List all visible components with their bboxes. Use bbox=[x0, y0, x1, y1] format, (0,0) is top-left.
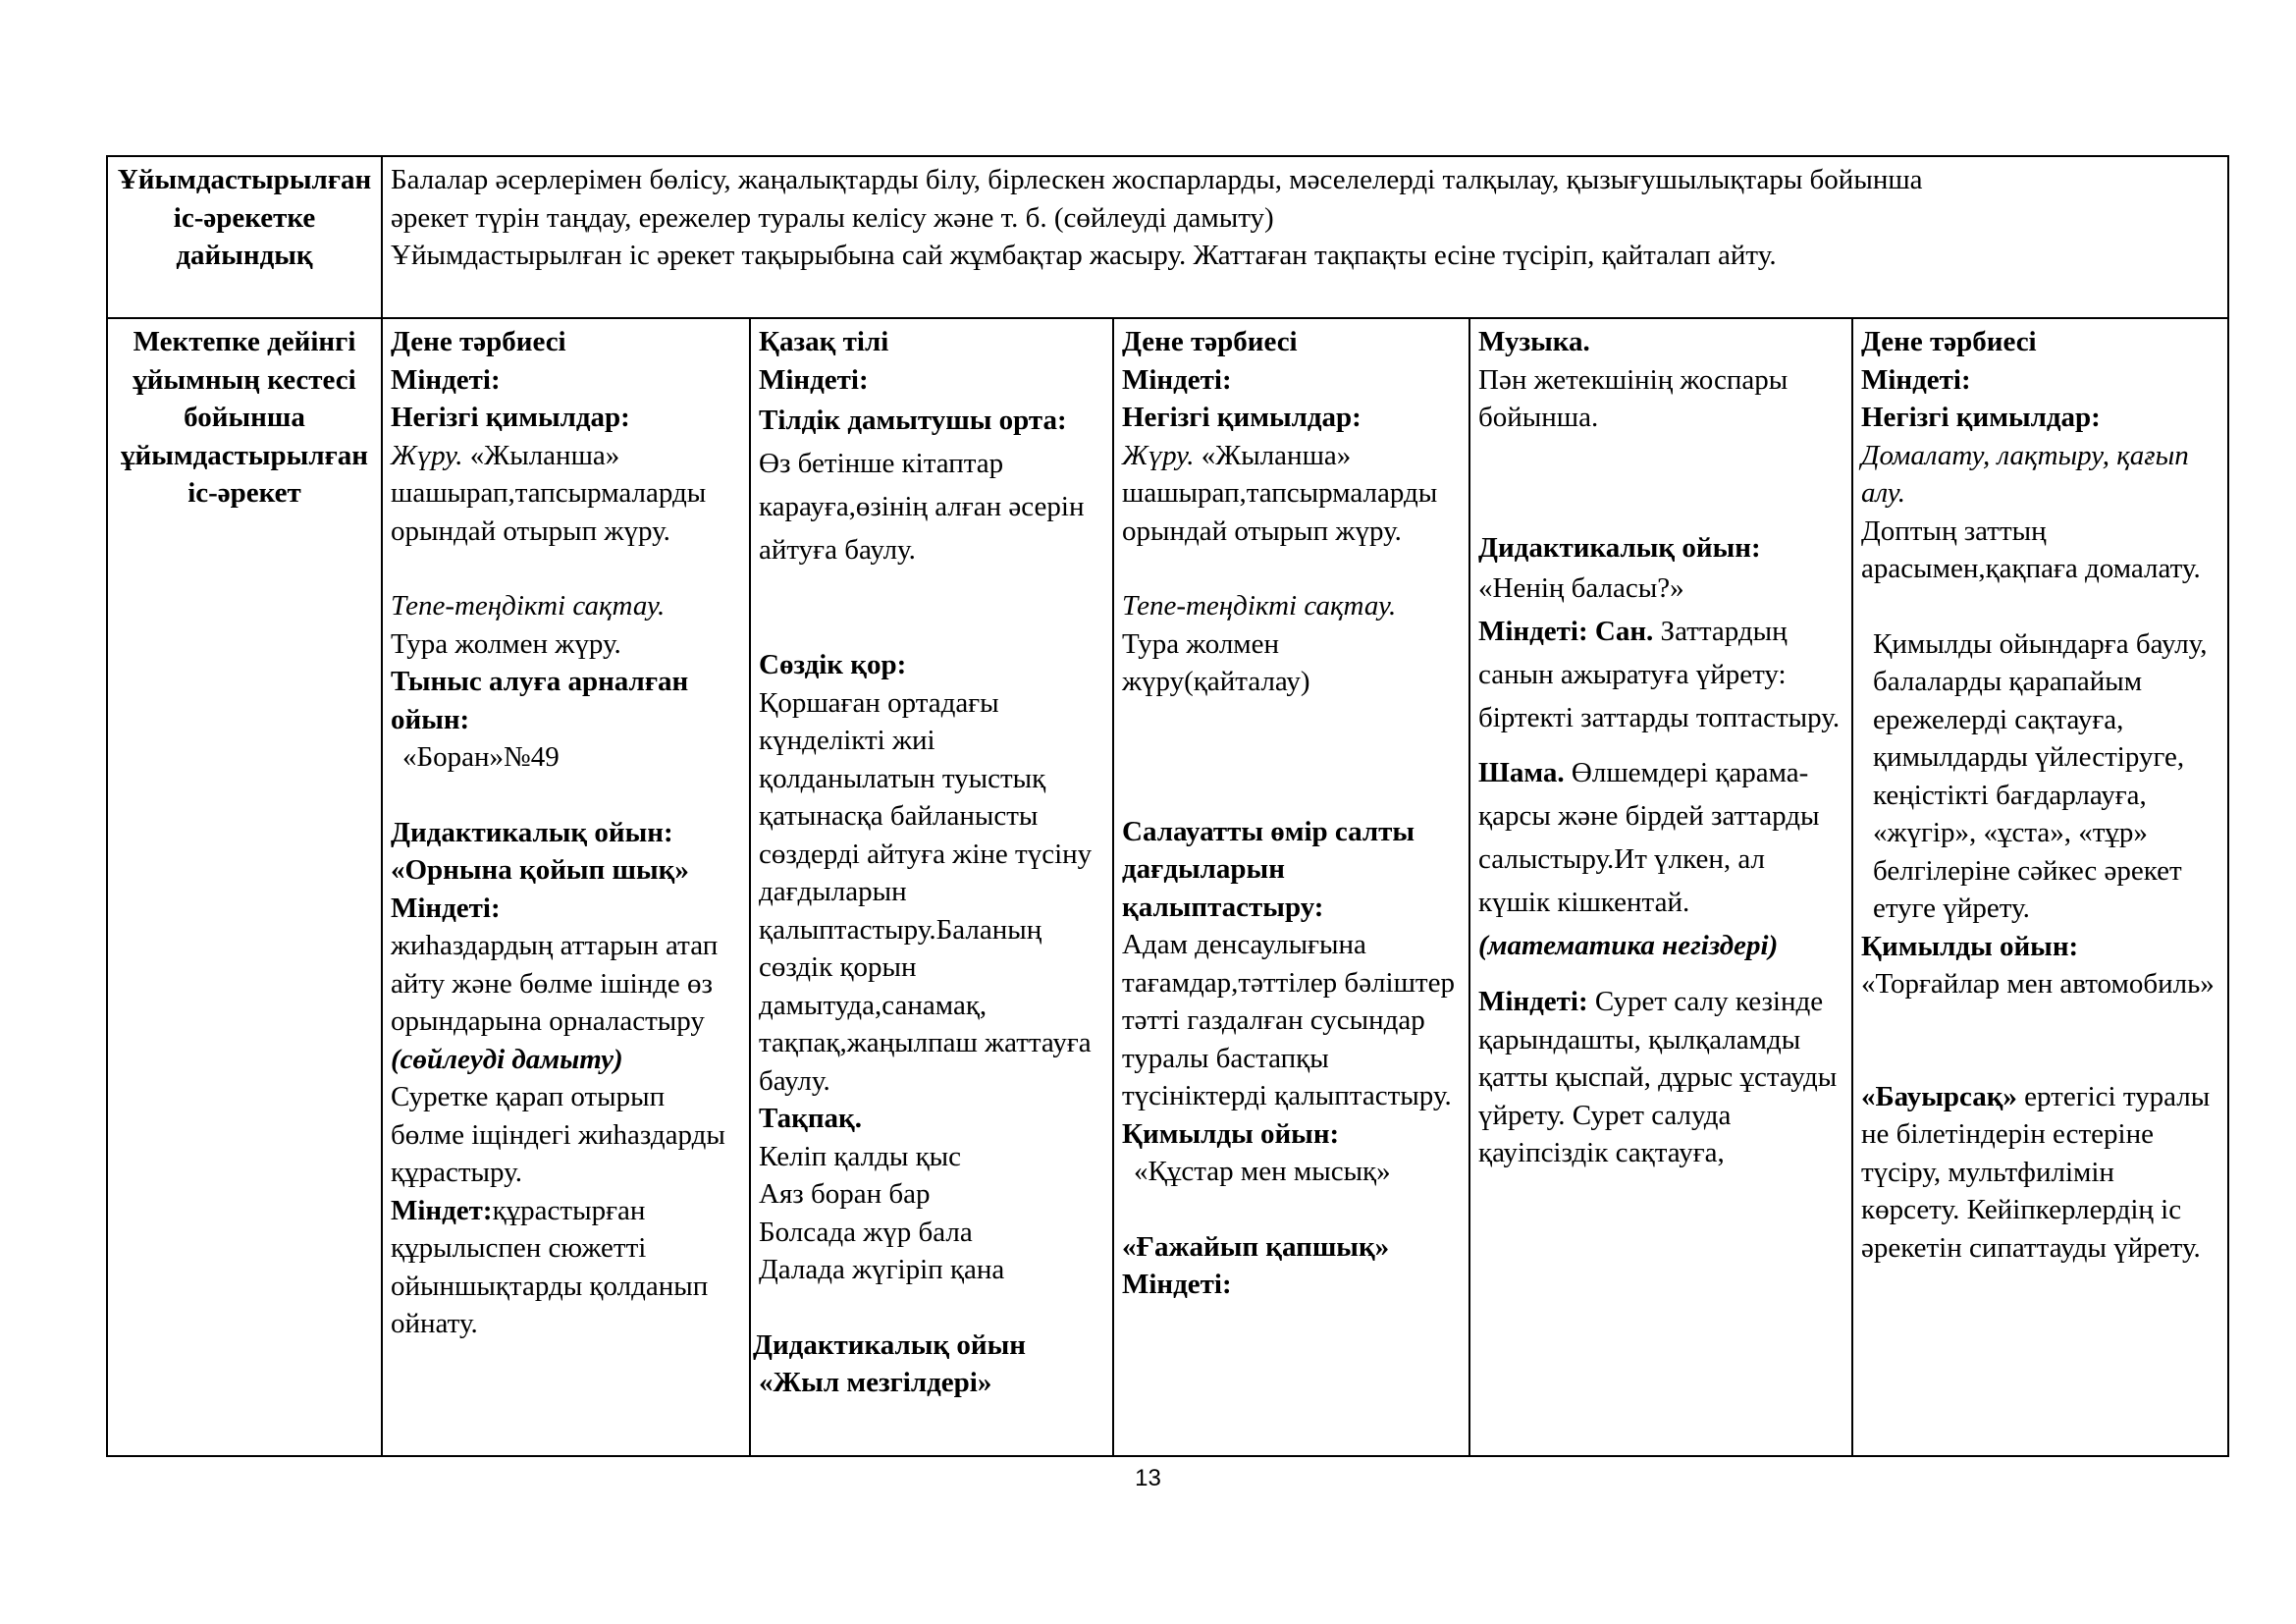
schedule-row bbox=[107, 318, 2228, 1456]
prep-content bbox=[382, 156, 2228, 318]
page-number: 13 bbox=[1135, 1465, 1161, 1491]
col5-game: «Торғайлар мен автомобиль» bbox=[1861, 968, 2215, 1000]
prep-line-3: Ұйымдастырылған іс әрекет тақырыбына сай жұмбақтар жасыру. Жаттаған тақпақты есіне түсіріп, қайталап айту. bbox=[391, 240, 1777, 271]
col1-task2: Міндеті: bbox=[391, 892, 501, 924]
col2-env bbox=[759, 399, 1104, 571]
col1-title: Дене тәрбиесі bbox=[391, 326, 566, 357]
col4-didactic: Дидактикалық ойын: bbox=[1478, 531, 1761, 564]
col4-task-san-text: Заттардың санын ажыратуға үйрету: біртекті заттарды топтастыру. bbox=[1478, 616, 1841, 733]
col1-task2-text: жиһаздардың аттарын атап айту және бөлме ішінде өз орындарына орналастыру bbox=[391, 930, 719, 1037]
col5-game-label: Қимылды ойын: bbox=[1861, 930, 2079, 962]
col3-task-label: Міндеті: bbox=[1122, 363, 1232, 396]
col3-game: «Құстар мен мысық» bbox=[1134, 1156, 1391, 1187]
col4-shama-text: Өлшемдері қарама-қарсы және бірдей заттарды салыстыру.Ит үлкен, ал күшік кішкентай. bbox=[1478, 757, 1820, 918]
col2-didactic: Дидактикалық ойын bbox=[753, 1328, 1026, 1361]
prep-row bbox=[107, 156, 2228, 318]
col3-bag: «Ғажайып қапшық» bbox=[1122, 1230, 1390, 1263]
col-pe-2 bbox=[1113, 318, 1469, 1456]
col5-games-text: Қимылды ойындарға баулу, балаларды қарапайым ережелерді сақтауға, қимылдарды үйлестіруге, кеңістікті бағдарлауға, «жүгір», «ұста», «тұр» белгілеріне сәйкес әрекет етуге үйрету. bbox=[1873, 627, 2208, 924]
col2-poem-line: Келіп қалды қыс bbox=[759, 1140, 962, 1172]
col1-task3 bbox=[391, 1192, 741, 1343]
col-pe-3 bbox=[1852, 318, 2228, 1456]
col4-whose: «Ненің баласы?» bbox=[1478, 572, 1684, 604]
col-pe-1 bbox=[382, 318, 750, 1456]
col1-didactic: Дидактикалық ойын: «Орнына қойып шық» bbox=[391, 816, 689, 886]
col5-title: Дене тәрбиесі bbox=[1861, 326, 2037, 357]
col1-balance: Тепе-теңдікті сақтау. bbox=[391, 590, 666, 622]
col3-walk bbox=[1122, 437, 1461, 551]
col4-body bbox=[1478, 567, 1843, 967]
col5-roll: Домалату, лақтыру, қағып алу. bbox=[1861, 439, 2189, 509]
col2-task-label: Міндеті: bbox=[759, 363, 869, 396]
col1-breath-game: Тыныс алуға арналған ойын: bbox=[391, 666, 689, 735]
col4-math: (математика негіздері) bbox=[1478, 930, 1779, 961]
col1-task-label: Міндеті: bbox=[391, 363, 501, 396]
schedule-header: Мектепке дейінгі ұйымның кестесі бойынша ұйымдастырылған іс-әрекет bbox=[107, 318, 382, 1456]
col1-picture: Суретке қарап отырып бөлме іщіндегі жиһаздарды құрастыру. bbox=[391, 1081, 725, 1188]
col1-walk bbox=[391, 437, 741, 551]
col3-main-moves: Негізгі қимылдар: bbox=[1122, 402, 1362, 433]
col1-main-moves: Негізгі қимылдар: bbox=[391, 402, 630, 433]
col2-vocab-text: Қоршаған ортадағы күнделікті жиі қолданылатын туыстық қатынасқа байланысты сөздерді айтуға жіне түсіну дағдыларын қалыптастыру.Баланың сөздік қорын дамытуда,санамақ, тақпақ,жаңылпаш жаттауға баулу. bbox=[759, 686, 1093, 1097]
col4-task2-label: Міндеті: bbox=[1478, 986, 1588, 1017]
col2-poem-line: Болсада жүр бала bbox=[759, 1216, 973, 1248]
col-music bbox=[1469, 318, 1852, 1456]
prep-line-1: Балалар әсерлерімен бөлісу, жаңалықтарды білу, бірлескен жоспарларды, мәселелерді талқылау, қызығушылықтары бойынша bbox=[391, 164, 1923, 195]
col2-seasons: «Жыл мезгілдері» bbox=[759, 1367, 992, 1398]
col1-straight: Тура жолмен жүру. bbox=[391, 627, 621, 660]
col5-tale-text: ертегісі туралы не білетіндерін естеріне түсіру, мультфилімін көрсету. Кейіпкерлердің іс әрекетін сипаттауды үйрету. bbox=[1861, 1080, 2211, 1264]
col3-healthy: Салауатты өмір салты дағдыларын қалыптастыру: bbox=[1122, 815, 1415, 923]
col4-task2 bbox=[1478, 983, 1843, 1172]
col1-buran: «Боран»№49 bbox=[402, 741, 560, 773]
col-kazakh-language bbox=[750, 318, 1113, 1456]
col2-poem-line: Аяз боран бар bbox=[759, 1178, 931, 1210]
col4-task2-text: Сурет салу кезінде қарындашты, қылқаламды қатты қыспай, дұрыс ұстауды үйрету. Сурет салуда қауіпсіздік сақтауға, bbox=[1478, 986, 1838, 1168]
col2-poem-line: Далада жүгіріп қана bbox=[759, 1254, 1005, 1285]
col4-task-san-label: Міндеті: Сан. bbox=[1478, 616, 1654, 647]
col4-text: Пән жетекшінің жоспары бойынша. bbox=[1478, 363, 1789, 433]
prep-header: Ұйымдастырылған іс-әрекетке дайындық bbox=[107, 156, 382, 318]
col2-poem-label: Тақпақ. bbox=[759, 1103, 862, 1134]
col2-title: Қазақ тілі bbox=[759, 326, 889, 357]
col4-task-san bbox=[1478, 610, 1843, 739]
col5-tale bbox=[1861, 1078, 2219, 1268]
col3-straight: Тура жолмен жүру(қайталау) bbox=[1122, 627, 1310, 697]
col3-task2: Міндеті: bbox=[1122, 1269, 1232, 1300]
col2-env-text: Өз бетінше кітаптар карауға,өзінің алған әсерін айтуға баулу. bbox=[759, 448, 1085, 566]
col1-walk-italic: Жүру. bbox=[391, 439, 463, 471]
col2-vocab-label: Сөздік қор: bbox=[759, 649, 907, 680]
col1-speech: (сөйлеуді дамыту) bbox=[391, 1043, 623, 1075]
col3-walk-italic: Жүру. bbox=[1122, 439, 1195, 471]
col5-task-label: Міндеті: bbox=[1861, 363, 1971, 396]
col4-title: Музыка. bbox=[1478, 326, 1590, 357]
col1-walk-text: «Жыланша» шашырап,тапсырмаларды орындай отырып жүру. bbox=[391, 439, 707, 547]
col4-shama-label: Шама. bbox=[1478, 757, 1565, 788]
col5-main-moves: Негізгі қимылдар: bbox=[1861, 402, 2101, 433]
col3-game-label: Қимылды ойын: bbox=[1122, 1117, 1340, 1150]
col3-healthy-text: Адам денсаулығына тағамдар,тәттілер бәліштер тәтті газдалған сусындар туралы бастапқы түсініктерді қалыптастыру. bbox=[1122, 929, 1455, 1111]
col5-tale-label: «Бауырсақ» bbox=[1861, 1080, 2017, 1112]
col3-walk-text: «Жыланша» шашырап,тапсырмаларды орындай отырып жүру. bbox=[1122, 439, 1438, 547]
col3-title: Дене тәрбиесі bbox=[1122, 326, 1298, 357]
col4-shama bbox=[1478, 751, 1843, 967]
col1-task3-text: құрастырған құрылыспен сюжетті ойыншықтарды қолданып ойнату. bbox=[391, 1194, 709, 1339]
col5-roll-text: Доптың заттың арасымен,қақпаға домалату. bbox=[1861, 514, 2201, 584]
col1-task3-label: Міндет: bbox=[391, 1194, 493, 1226]
col2-env-label: Тілдік дамытушы орта: bbox=[759, 405, 1067, 436]
prep-line-2: әрекет түрін таңдау, ережелер туралы келісу және т. б. (сөйлеуді дамыту) bbox=[391, 201, 1274, 234]
col3-balance: Тепе-теңдікті сақтау. bbox=[1122, 590, 1397, 622]
plan-table bbox=[106, 155, 2229, 1457]
